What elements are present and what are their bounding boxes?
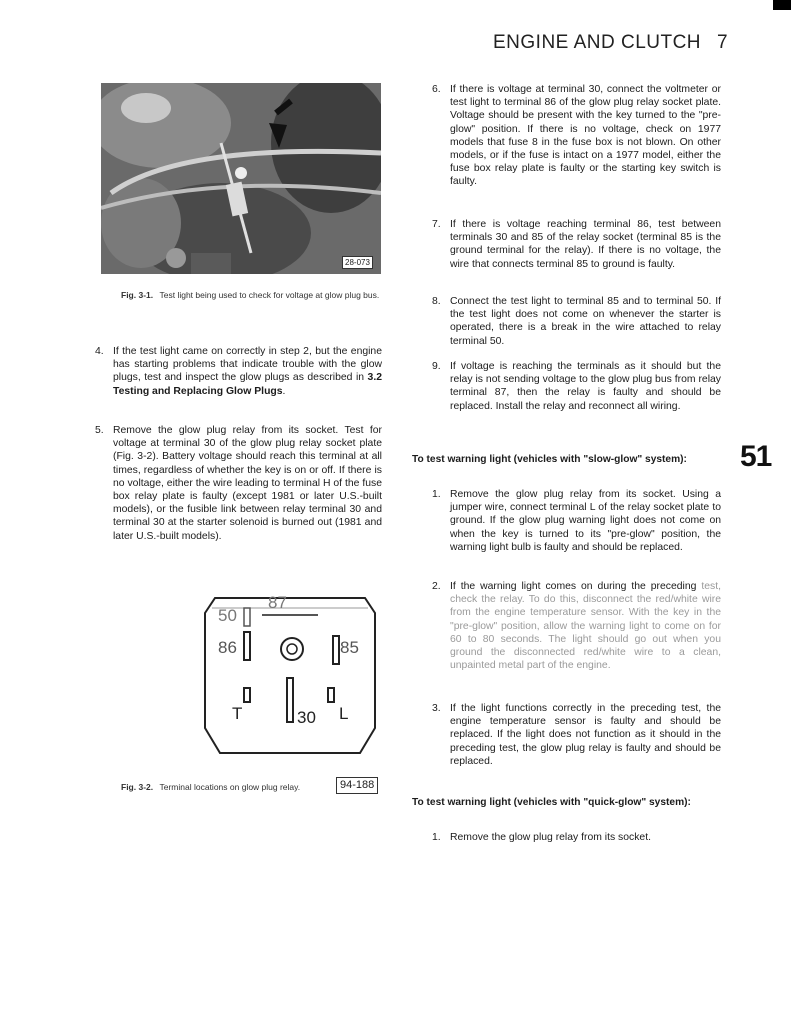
list-item-9 [432, 360, 721, 413]
relay-terminal-diagram [200, 588, 380, 768]
list-item-text: Remove the glow plug relay from its socket. [450, 832, 651, 843]
list-item-text: If the light functions correctly in the preceding test, the engine temperature sensor is faulty and should be replaced. If the light does not function as it should in the preceding test, the glow plug relay is faulty and should be replaced. [450, 703, 721, 767]
running-header [493, 32, 728, 54]
list-item-number: 5. [95, 425, 104, 436]
section-tab-number: 51 [740, 440, 772, 473]
figure-3-2-caption [121, 782, 383, 793]
list-item-text: If the warning light comes on during the preceding [450, 581, 702, 592]
list-item-text: If there is voltage at terminal 30, connect the voltmeter or test light to terminal 86 of the glow plug relay socket plate. Voltage should be present with the key turned to the "pre-glow" position. If there is no voltage, check on 1977 models that fuse 8 in the fuse box is not blown. On other models, or if the fuse is intact on a 1977 model, either the fuse box relay plate is faulty or the starting key switch is faulty. [450, 84, 721, 188]
list-item-number: 6. [432, 84, 441, 95]
quick-glow-step-1 [432, 831, 721, 844]
figure-3-1-photo-tag: 28-073 [342, 256, 373, 269]
terminal-label-30: 30 [297, 708, 316, 727]
slow-glow-step-2 [432, 580, 721, 672]
list-item-text: Connect the test light to terminal 85 and to terminal 50. If the test light does not come on whenever the starter is operated, there is a break in the wire attached to relay terminal 50. [450, 296, 721, 347]
terminal-label-l: L [339, 704, 349, 723]
list-item-6 [432, 83, 721, 189]
figure-3-2-caption-label: Fig. 3-2. [121, 782, 154, 792]
list-item-number: 8. [432, 296, 441, 307]
page-number: 7 [717, 32, 729, 53]
list-item-5 [95, 424, 382, 543]
engine-photo-illustration [101, 83, 381, 274]
terminal-label-50: 50 [218, 606, 237, 625]
list-item-4 [95, 345, 382, 398]
list-item-number: 9. [432, 361, 441, 372]
slow-glow-step-1 [432, 488, 721, 554]
page-corner-mark [773, 0, 791, 10]
list-item-number: 4. [95, 346, 104, 357]
list-item-7 [432, 218, 721, 271]
quick-glow-heading: To test warning light (vehicles with "quick-glow" system): [412, 797, 691, 808]
list-item-text: If there is voltage reaching terminal 86, test between terminals 30 and 85 of the relay socket (terminal 85 is the ground terminal for the relay). If there is no voltage, the wire that connects terminal 85 to ground is faulty. [450, 219, 721, 270]
list-item-number: 1. [432, 489, 441, 500]
figure-3-1-photo [101, 83, 381, 274]
figure-3-1-caption [121, 290, 383, 301]
chapter-title: ENGINE AND CLUTCH [493, 32, 702, 53]
list-item-text-faded: test, check the relay. To do this, disconnect the red/white wire from the engine temperature sensor. With the key in the "pre-glow" position, allow the warning light to come on for 60 to 80 seconds. The light should go out when you ground the disconnected red/white wire to a clean, unpainted metal part of the engine. [450, 581, 721, 672]
list-item-number: 1. [432, 832, 441, 843]
slow-glow-step-3 [432, 702, 721, 768]
list-item-text: If voltage is reaching the terminals as it should but the relay is not sending voltage to the glow plug bus from relay terminal 87, then the relay is faulty and should be replaced. Install the relay and reconnect all wiring. [450, 361, 721, 412]
list-item-text: Remove the glow plug relay from its socket. Using a jumper wire, connect terminal L of the relay socket plate to ground. If the glow plug warning light does not come on when the key is turned to its "pre-glow" position, the warning light bulb is faulty and should be replaced. [450, 489, 721, 553]
terminal-label-t: T [232, 704, 243, 723]
list-item-number: 3. [432, 703, 441, 714]
terminal-label-85: 85 [340, 638, 359, 657]
slow-glow-heading: To test warning light (vehicles with "slow-glow" system): [412, 454, 687, 465]
list-item-text-end: . [282, 385, 286, 397]
list-item-number: 7. [432, 219, 441, 230]
figure-3-2-caption-text: Terminal locations on glow plug relay. [159, 782, 301, 792]
list-item-number: 2. [432, 581, 441, 592]
list-item-text: Remove the glow plug relay from its socket. Test for voltage at terminal 30 of the glow plug relay socket plate (Fig. 3-2). Battery voltage should reach this terminal at all times, regardless of whether the key is on or off. If there is no voltage, either the wire leading to terminal H of the fuse box relay plate is faulty (except 1981 or later U.S.-built models), or the fusible link between relay terminal 30 and terminal 30 at the starter solenoid is burned out (1981 and later U.S.-built models). [113, 425, 382, 542]
terminal-label-86: 86 [218, 638, 237, 657]
terminal-label-87: 87 [268, 593, 287, 612]
figure-3-1-caption-label: Fig. 3-1. [121, 290, 154, 300]
cross-reference: 3.2 Testing and Replacing Glow Plugs [113, 372, 382, 397]
figure-3-2-diagram-tag: 94-188 [336, 777, 378, 794]
figure-3-1-caption-text: Test light being used to check for voltage at glow plug bus. [159, 290, 380, 300]
list-item-text: If the test light came on correctly in step 2, but the engine has starting problems that indicate trouble with the glow plugs, test and inspect the glow plugs as described in [113, 346, 382, 384]
list-item-8 [432, 295, 721, 348]
